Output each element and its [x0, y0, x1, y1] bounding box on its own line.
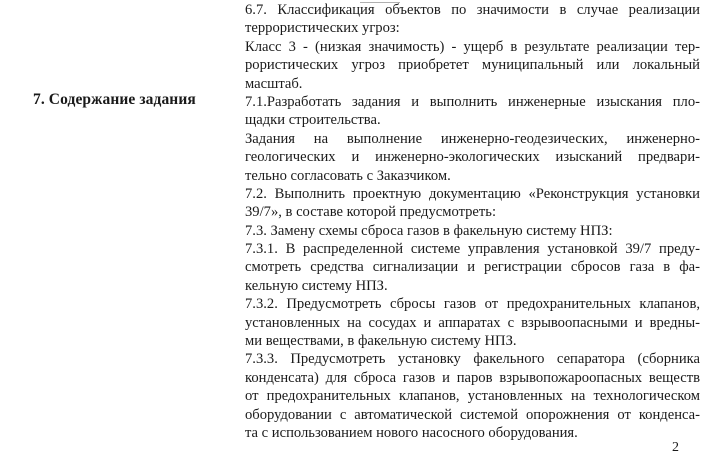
text-line: рористических угроз приобретет муниципальный или локальный	[245, 57, 700, 74]
text-line: от предохранительных клапанов, установленных на технологическом	[245, 388, 700, 405]
text-line: Задания на выполнение инженерно-геодезических, инженерно-	[245, 130, 700, 147]
text-line: оборудовании с автоматической системой опорожнения от конденса-	[245, 406, 700, 423]
text-line: террористических угроз:	[245, 20, 400, 37]
text-line: масштаб.	[245, 75, 303, 92]
text-line: конденсата) для сброса газов и паров взрывопожароопасных веществ	[245, 369, 700, 386]
text-line: 6.7. Классификация объектов по значимости в случае реализации	[245, 2, 700, 18]
text-line: смотреть средства сигнализации и регистрации сбросов газа в фа-	[245, 259, 700, 276]
section-content	[245, 1, 700, 442]
text-line: 39/7», в составе которой предусмотреть:	[245, 204, 496, 221]
text-line: установленных на сосудах и аппаратах с взрывоопасными и вредны-	[245, 314, 700, 331]
text-line: геологических и инженерно-экологических изысканий предвари-	[245, 149, 700, 166]
text-line: 7.1.Разработать задания и выполнить инженерные изыскания пло-	[245, 93, 700, 110]
text-line: 7.3.3. Предусмотреть установку факельного сепаратора (сборника	[245, 351, 700, 368]
text-line: Класс 3 - (низкая значимость) - ущерб в результате реализации тер-	[245, 38, 700, 55]
text-line: 7.3. Замену схемы сброса газов в факельную систему НПЗ:	[245, 222, 613, 239]
page-number: 2	[672, 440, 679, 455]
text-line: та с использованием нового насосного оборудования.	[245, 424, 578, 441]
text-line: щадки строительства.	[245, 112, 381, 129]
text-line: 7.3.2. Предусмотреть сбросы газов от предохранительных клапанов,	[245, 296, 700, 313]
text-line: 7.3.1. В распределенной системе управления установкой 39/7 преду-	[245, 241, 700, 258]
text-line: тельно согласовать с Заказчиком.	[245, 167, 451, 184]
text-line: кельную систему НПЗ.	[245, 277, 388, 294]
text-line: ми веществами, в факельную систему НПЗ.	[245, 333, 517, 350]
text-line: 7.2. Выполнить проектную документацию «Реконструкция установки	[245, 185, 700, 202]
section-label: 7. Содержание задания	[33, 91, 196, 108]
